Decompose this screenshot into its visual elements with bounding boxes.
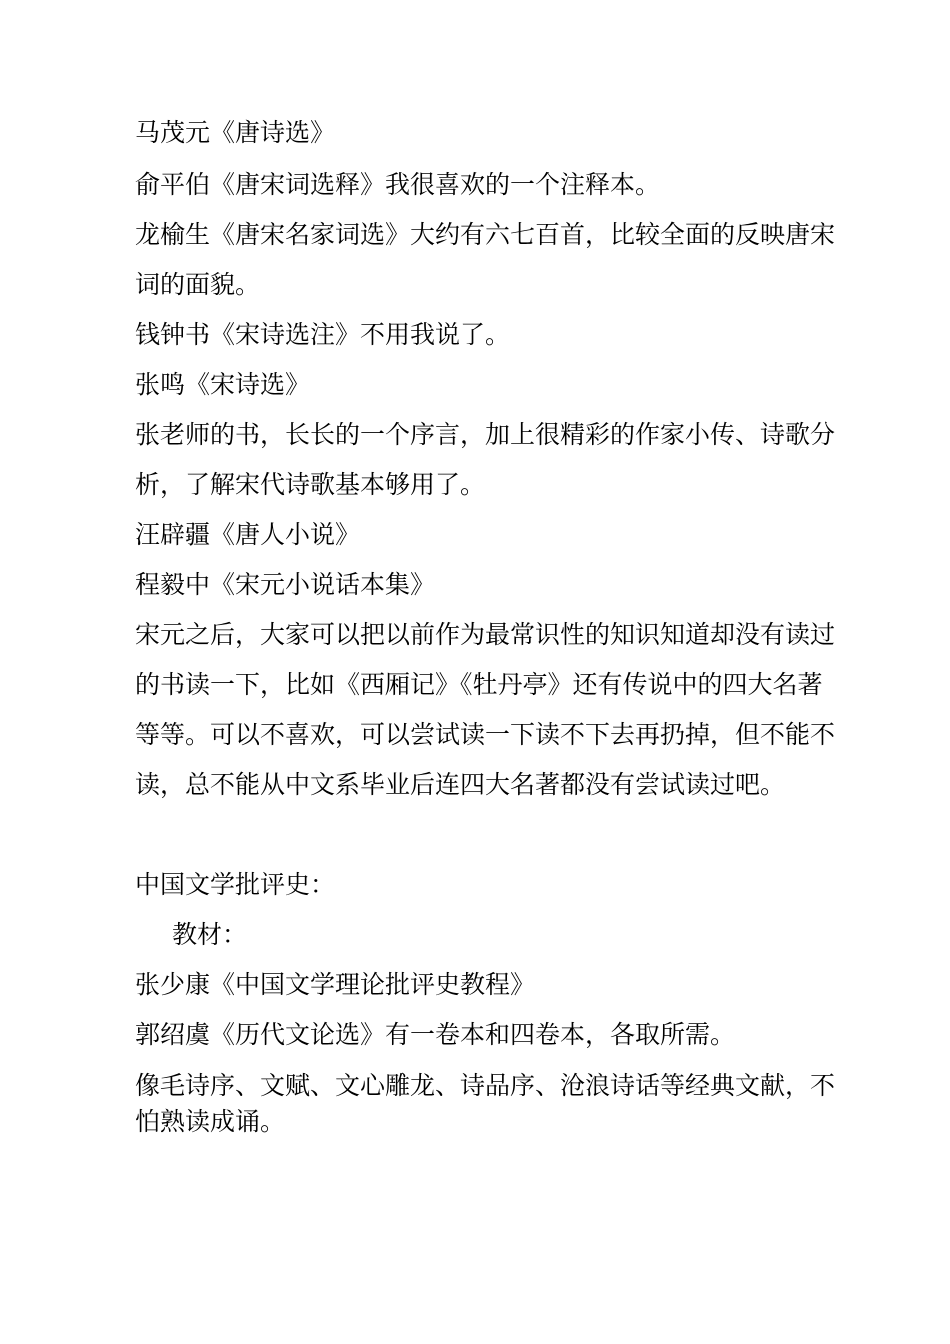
paragraph-tang-poems-ma: 马茂元《唐诗选》 [135,118,336,147]
paragraph-after-songyuan: 宋元之后，大家可以把以前作为最常识性的知识知道却没有读过的书读一下，比如《西厢记》《牡丹亭》还有传说中的四大名著等等。可以不喜欢，可以尝试读一下读不下去再扔掉，但不能不读，总不能从中文系毕业后连四大名著都没有尝试读过吧。 [135,620,836,799]
section-heading-criticism: 中国文学批评史： [135,870,336,899]
paragraph-song-poems-zhang: 张鸣《宋诗选》 [135,370,311,399]
paragraph-tangsong-ci-long: 龙榆生《唐宋名家词选》大约有六七百首，比较全面的反映唐宋词的面貌。 [135,220,836,299]
paragraph-tang-stories: 汪辟疆《唐人小说》 [135,520,361,549]
paragraph-song-poems-qian: 钱钟书《宋诗选注》不用我说了。 [135,320,511,349]
paragraph-songyuan-stories: 程毅中《宋元小说话本集》 [135,570,436,599]
paragraph-zhang-comment: 张老师的书，长长的一个序言，加上很精彩的作家小传、诗歌分析，了解宋代诗歌基本够用了。 [135,420,836,499]
paragraph-classic-texts: 像毛诗序、文赋、文心雕龙、诗品序、沧浪诗话等经典文献，不怕熟读成诵。 [135,1071,836,1136]
paragraph-guo-shaoyu: 郭绍虞《历代文论选》有一卷本和四卷本，各取所需。 [135,1020,736,1049]
paragraph-tangsong-ci-yu: 俞平伯《唐宋词选释》我很喜欢的一个注释本。 [135,170,661,199]
paragraph-zhang-shaokang: 张少康《中国文学理论批评史教程》 [135,970,536,999]
subheading-textbook: 教材： [172,920,248,949]
